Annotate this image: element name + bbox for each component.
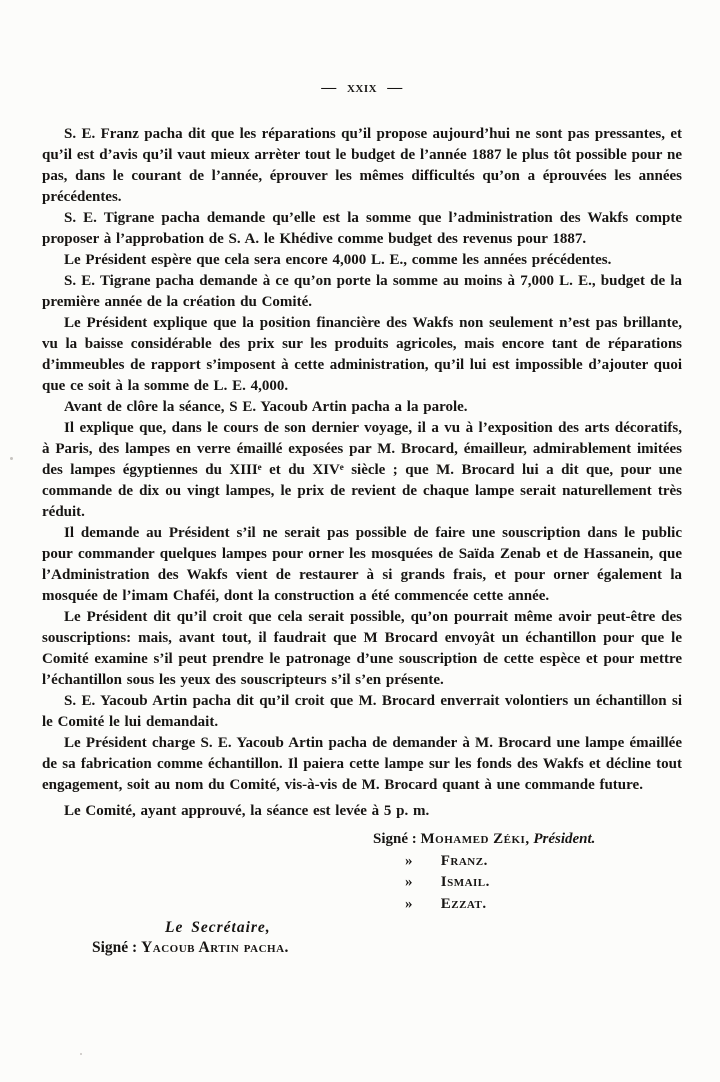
paragraph-president-finances: Le Président explique que la position financière des Wakfs non seulement n’est pas brillante, vu la baisse considérable des prix sur les produits agricoles, mais encore tant de réparations d’immeubles de rapport s’imposent à cette administration, qu’il lui est impossible d’ajouter quoi que ce soit à la somme de L. E. 4,000.: [42, 315, 682, 394]
secretary-name: Yacoub Artin pacha.: [141, 939, 289, 956]
president-title: Président.: [533, 831, 596, 847]
paragraph-tigrane-question: S. E. Tigrane pacha demande qu’elle est la somme que l’administration des Wakfs compte proposer à l’approbation de S. A. le Khédive comme budget des revenus pour 1887.: [42, 210, 682, 247]
secretary-block: [42, 918, 682, 958]
signer-name: Franz.: [440, 852, 488, 869]
ditto-mark-icon: »: [405, 895, 413, 912]
signature-president: [42, 829, 682, 851]
paragraph-tigrane-7000: S. E. Tigrane pacha demande à ce qu’on porte la somme au moins à 7,000 L. E., budget de la première année de la création du Comité.: [42, 273, 682, 310]
signature-ismail: [42, 872, 682, 894]
signer-name: Ismail.: [440, 874, 490, 890]
secretary-signature: [42, 938, 682, 958]
paragraph-souscription-mosquees: Il demande au Président s’il ne serait pas possible de faire une souscription dans le public pour commander quelques lampes pour orner les mosquées de Saïda Zenab et de Hassanein, que l’Administration des Wakfs vient de restaurer à si grands frais, et pour orner également la mosquée de l’imam Chaféi, dont la construction a été commencée cette année.: [42, 525, 682, 604]
signer-name: Ezzat.: [440, 895, 487, 912]
signature-block: [42, 829, 682, 915]
page-number: — xxix —: [321, 80, 403, 96]
ditto-mark-icon: »: [405, 874, 413, 890]
minutes-text: [42, 124, 682, 822]
scan-speck: [10, 457, 13, 460]
scan-speck: [80, 1053, 82, 1055]
president-name: Mohamed Zéki,: [420, 831, 530, 847]
paragraph-yacoub-parole: Avant de clôre la séance, S E. Yacoub Artin pacha a la parole.: [64, 399, 468, 415]
paragraph-seance-levee: Le Comité, ayant approuvé, la séance est levée à 5 p. m.: [64, 803, 430, 819]
paragraph-president-echantillon: Le Président dit qu’il croit que cela serait possible, qu’on pourrait même avoir peut-être des souscriptions: mais, avant tout, il faudrait que M Brocard envoyât un échantillon pour que le Comité examine s’il peut prendre le patronage d’une souscription de cette espèce et pour mettre l’échantillon sous les yeux des souscripteurs s’il s’en présente.: [42, 609, 682, 688]
signed-label: Signé :: [92, 939, 138, 956]
paragraph-president-4000: Le Président espère que cela sera encore 4,000 L. E., comme les années précédentes.: [64, 252, 612, 268]
paragraph-president-charge: Le Président charge S. E. Yacoub Artin pacha de demander à M. Brocard une lampe émaillée de sa fabrication comme échantillon. Il paiera cette lampe sur les fonds des Wakfs et décline tout engagement, soit au nom du Comité, vis-à-vis de M. Brocard quant à une commande future.: [42, 735, 682, 793]
signature-ezzat: [42, 894, 682, 916]
signed-label: Signé :: [373, 831, 417, 847]
paragraph-franz-reparations: S. E. Franz pacha dit que les réparations qu’il propose aujourd’hui ne sont pas pressantes, et qu’il est d’avis qu’il vaut mieux arrèter tout le budget de l’année 1887 le plus tôt possible pour ne pas, dans le courant de l’année, éprouver les mêmes difficultés qu’on a éprouvées les années précédentes.: [42, 126, 682, 205]
ditto-mark-icon: »: [405, 852, 413, 869]
signature-franz: [42, 851, 682, 873]
paragraph-lampes-brocard: Il explique que, dans le cours de son dernier voyage, il a vu à l’exposition des arts décoratifs, à Paris, des lampes en verre émaillé exposées par M. Brocard, émailleur, admirablement imitées des lampes égyptiennes du XIIIᵉ et du XIVᵉ siècle ; que M. Brocard lui a dit que, pour une commande de dix ou vingt lampes, le prix de revient de chaque lampe serait naturellement très réduit.: [42, 420, 682, 520]
secretary-title: Le Secrétaire,: [165, 919, 271, 936]
paragraph-yacoub-echantillon: S. E. Yacoub Artin pacha dit qu’il croit que M. Brocard enverrait volontiers un échantillon si le Comité le lui demandait.: [42, 693, 682, 730]
